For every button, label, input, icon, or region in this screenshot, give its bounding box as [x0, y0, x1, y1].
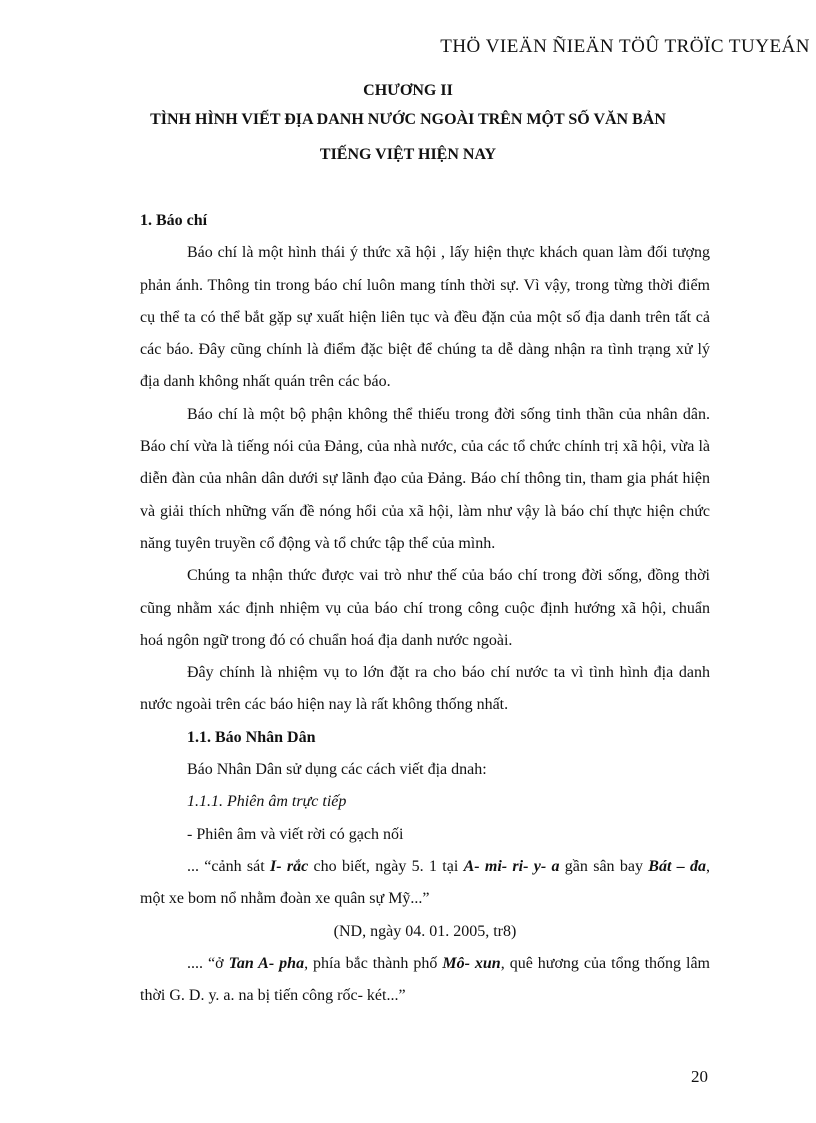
place-name: I- rắc	[270, 857, 309, 875]
quote-text: , phía bắc thành phố	[304, 954, 443, 972]
page-number: 20	[691, 1067, 708, 1086]
place-name: Bát – đa	[648, 857, 707, 875]
chapter-title-line1: TÌNH HÌNH VIẾT ĐỊA DANH NƯỚC NGOÀI TRÊN MỘT SỐ VĂN BẢN	[150, 111, 666, 128]
paragraph: Đây chính là nhiệm vụ to lớn đặt ra cho báo chí nước ta vì tình hình địa danh nước ngoài trên các báo hiện nay là rất không thống nhất.	[140, 664, 710, 714]
subsection-heading: 1.1. Báo Nhân Dân	[187, 728, 316, 746]
place-name: Tan A- pha	[228, 954, 305, 972]
running-header: THÖ VIEÄN ÑIEÄN TÖÛ TRÖÏC TUYEÁN	[440, 36, 810, 57]
quote-1	[140, 851, 710, 916]
paragraph: Báo chí là một bộ phận không thể thiếu trong đời sống tinh thần của nhân dân. Báo chí vừa là tiếng nói của Đảng, của nhà nước, của các tổ chức chính trị xã hội, vừa là diễn đàn của nhân dân dưới sự lãnh đạo của Đảng. Báo chí thông tin, tham gia phát hiện và giải thích những vấn đề nóng hổi của xã hội, làm như vậy là báo chí thực hiện chức năng tuyên truyền cổ động và tổ chức tập thể của mình.	[140, 405, 710, 552]
quote-text: , quê hương của tổng thống lâm thời G. D. y. a. na bị tiến công rốc- két...”	[140, 954, 710, 1005]
subsection-intro: Báo Nhân Dân sử dụng các cách viết địa dnah:	[187, 761, 487, 779]
quote-text: , một xe bom nổ nhằm đoàn xe quân sự Mỹ...”	[140, 857, 711, 908]
place-name: Mô- xun	[442, 954, 501, 972]
quote-2	[140, 948, 710, 1013]
citation: (ND, ngày 04. 01. 2005, tr8)	[333, 922, 517, 940]
place-name: A- mi- ri- y- a	[463, 857, 560, 875]
sub-subsection-heading	[140, 786, 710, 818]
bullet-item: - Phiên âm và viết rời có gạch nối	[187, 825, 404, 843]
paragraph: Báo chí là một hình thái ý thức xã hội , lấy hiện thực khách quan làm đối tượng phản ánh. Thông tin trong báo chí luôn mang tính thời sự. Vì vậy, trong từng thời điểm cụ thể ta có thể bắt gặp sự xuất hiện liên tục và đều đặn của một số địa danh trên tất cả các báo. Đây cũng chính là điểm đặc biệt để chúng ta dễ dàng nhận ra tình trạng xử lý địa danh không nhất quán trên các báo.	[140, 244, 710, 391]
sub-subsection-heading-text: 1.1.1. Phiên âm trực tiếp	[187, 793, 347, 811]
chapter-title-line2: TIẾNG VIỆT HIỆN NAY	[319, 146, 497, 163]
paragraph: Chúng ta nhận thức được vai trò như thế của báo chí trong đời sống, đồng thời cũng nhằm xác định nhiệm vụ của báo chí trong công cuộc định hướng xã hội, chuẩn hoá ngôn ngữ trong đó có chuẩn hoá địa danh nước ngoài.	[140, 567, 710, 649]
quote-text: gần sân bay	[559, 857, 649, 875]
body-text	[140, 205, 710, 1012]
quote-text: cho biết, ngày 5. 1 tại	[308, 857, 464, 875]
chapter-label: CHƯƠNG II	[363, 82, 453, 99]
section-heading: 1. Báo chí	[140, 212, 208, 229]
quote-text: .... “ở	[187, 954, 229, 972]
quote-text: ... “cảnh sát	[187, 857, 271, 875]
